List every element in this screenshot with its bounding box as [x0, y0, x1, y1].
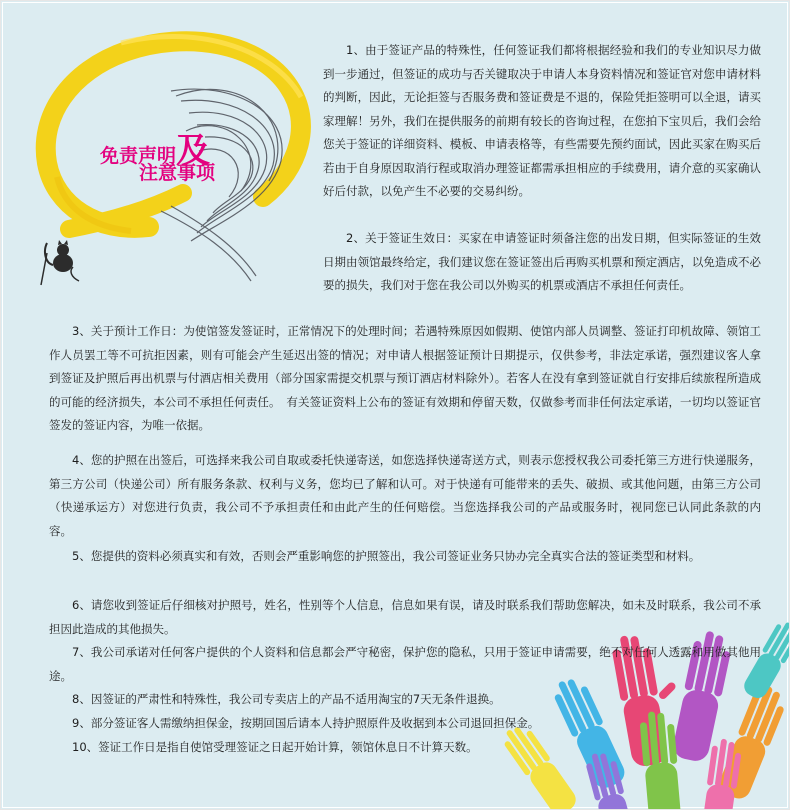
clause-4: 4、您的护照在出签后，可选择来我公司自取或委托快递寄送，如您选择快递寄送方式，则表示您授权我公司委托第三方进行快递服务，第三方公司（快递公司）所有服务条款、权利与义务，您均已了解和认可。对于快递有可能带来的丢失、破损、或其他问题，由第三方公司（快递承运方）对您进行负责，我公司不予承担责任和由此产生的任何赔偿。当您选择我公司的产品或服务时，视同您已认同此条款的内容。 — [49, 453, 761, 538]
title-line-2: 注意事项 — [139, 162, 216, 184]
clause-8: 8、因签证的严肃性和特殊性，我公司专卖店上的产品不适用淘宝的7天无条件退换。 — [72, 692, 501, 706]
clause-10: 10、签证工作日是指自使馆受理签证之日起开始计算，领馆休息日不计算天数。 — [72, 740, 478, 754]
clause-7: 7、我公司承诺对任何客户提供的个人资料和信息都会严守秘密，保护您的隐私，只用于签证申请需要，绝不对任何人透露和用做其他用途。 — [49, 645, 761, 683]
clause-6: 6、请您收到签证后仔细核对护照号，姓名，性别等个人信息，信息如果有误，请及时联系我们帮助您解决，如未及时联系，我公司不承担因此造成的其他损失。 — [49, 598, 761, 636]
clause-3: 3、关于预计工作日：为使馆签发签证时，正常情况下的处理时间；若遇特殊原因如假期、使馆内部人员调整、签证打印机故障、领馆工作人员罢工等不可抗拒因素，则有可能会产生延迟出签的情况；对申请人根据签证预计日期提示，仅供参考，非法定承诺，强烈建议客人拿到签证及护照后再出机票与付酒店相关费用（部分国家需提交机票与预订酒店材料除外）。若客人在没有拿到签证就自行安排后续旅程所造成的可能的经济损失，本公司不承担任何责任。 有关签证资料上公布的签证有效期和停留天数，仅做参考而非任何法定承诺，一切均以签证官签发的签证内容，为唯一依据。 — [49, 324, 761, 432]
title-big-char: 及 — [176, 131, 211, 171]
clause-1: 1、由于签证产品的特殊性，任何签证我们都将根据经验和我们的专业知识尽力做到一步通过，但签证的成功与否关键取决于申请人本身资料情况和签证官对您申请材料的判断，因此，无论拒签与否服务费和签证费是不退的，保险凭拒签明可以全退，请买家理解！另外，我们在提供服务的前期有较长的咨询过程，在您拍下宝贝后，我们会给您关于签证的详细资料、模板、申请表格等，有些需要先预约面试，因此买家在购买后若由于自身原因取消行程或取消办理签证都需承担相应的手续费用，请介意的买家确认好后付款，以免产生不必要的交易纠纷。 — [323, 43, 761, 198]
clause-2: 2、关于签证生效日：买家在申请签证时须备注您的出发日期，但实际签证的生效日期由领馆最终给定，我们建议您在签证签出后再购买机票和预定酒店，以免造成不必要的损失，我们对于您在我公司以外购买的机票或酒店不承担任何责任。 — [323, 231, 761, 292]
title-text-1: 免责声明 — [100, 145, 177, 167]
clause-5: 5、您提供的资料必须真实和有效，否则会严重影响您的护照签出，我公司签证业务只协办完全真实合法的签证类型和材料。 — [72, 549, 701, 563]
clause-9: 9、部分签证客人需缴纳担保金，按期回国后请本人持护照原件及收据到本公司退回担保金。 — [72, 716, 540, 730]
